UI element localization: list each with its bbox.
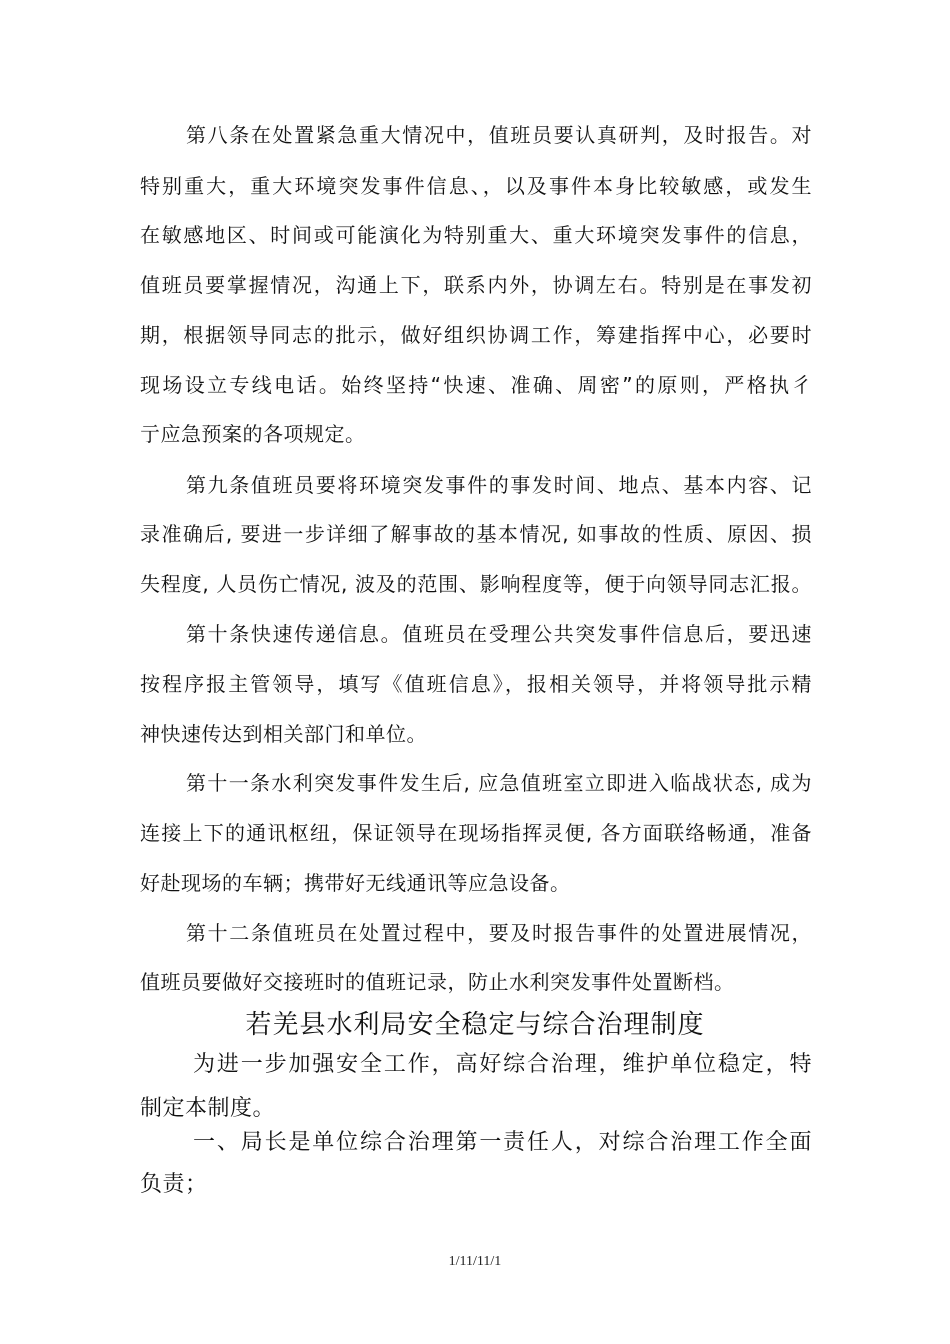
article-9-line-3: 失程度, 人员伤亡情况, 波及的范围、影响程度等，便于向领导同志汇报。 xyxy=(140,572,812,596)
section-title: 若羌县水利局安全稳定与综合治理制度 xyxy=(245,1010,705,1040)
article-8-line-6: 现场设立专线电话。始终坚持“快速、准确、周密”的原则，严格执彳 xyxy=(140,373,812,397)
article-11-line-3: 好赴现场的车辆；携带好无线通讯等应急设备。 xyxy=(140,871,571,895)
article-10-line-2: 按程序报主管领导，填写《值班信息》，报相关领导，并将领导批示精 xyxy=(140,672,812,696)
article-8-line-1: 第八条在处置紧急重大情况中，值班员要认真研判，及时报告。对 xyxy=(186,123,812,147)
article-8-line-7: 亍应急预案的各项规定。 xyxy=(140,422,366,446)
article-11-line-2: 连接上下的通讯枢纽，保证领导在现场指挥灵便, 各方面联络畅通，准备 xyxy=(140,821,812,845)
article-10-line-3: 神快速传达到相关部门和单位。 xyxy=(140,722,427,746)
article-10-line-1: 第十条快速传递信息。值班员在受理公共突发事件信息后，要迅速 xyxy=(186,622,812,646)
article-12-line-2: 值班员要做好交接班时的值班记录，防止水利突发事件处置断档。 xyxy=(140,970,735,994)
article-9-line-1: 第九条值班员要将环境突发事件的事发时间、地点、基本内容、记 xyxy=(186,473,812,497)
article-8-line-5: 期，根据领导同志的批示，做好组织协调工作，筹建指挥中心，必要时 xyxy=(140,323,812,347)
article-11-line-1: 第十一条水利突发事件发生后, 应急值班室立即进入临战状态, 成为 xyxy=(186,771,812,795)
intro-line-1: 为进一步加强安全工作，高好综合治理，维护单位稳定，特 xyxy=(193,1052,812,1077)
article-8-line-3: 在敏感地区、时间或可能演化为特别重大、重大环境突发事件的信息， xyxy=(140,223,812,247)
article-8-line-4: 值班员要掌握情况，沟通上下，联系内外，协调左右。特别是在事发初 xyxy=(140,273,812,297)
item-1-line-2: 负责； xyxy=(140,1172,208,1197)
intro-line-2: 制定本制度。 xyxy=(140,1096,276,1121)
page-number: 1/11/11/1 xyxy=(448,1254,502,1269)
article-9-line-2: 录准确后, 要进一步详细了解事故的基本情况, 如事故的性质、原因、损 xyxy=(140,522,812,546)
item-1-line-1: 一、局长是单位综合治理第一责任人，对综合治理工作全面 xyxy=(193,1130,812,1155)
article-8-line-2: 特别重大，重大环境突发事件信息、，以及事件本身比较敏感，或发生 xyxy=(140,174,812,198)
article-12-line-1: 第十二条值班员在处置过程中，要及时报告事件的处置进展情况， xyxy=(186,921,812,945)
